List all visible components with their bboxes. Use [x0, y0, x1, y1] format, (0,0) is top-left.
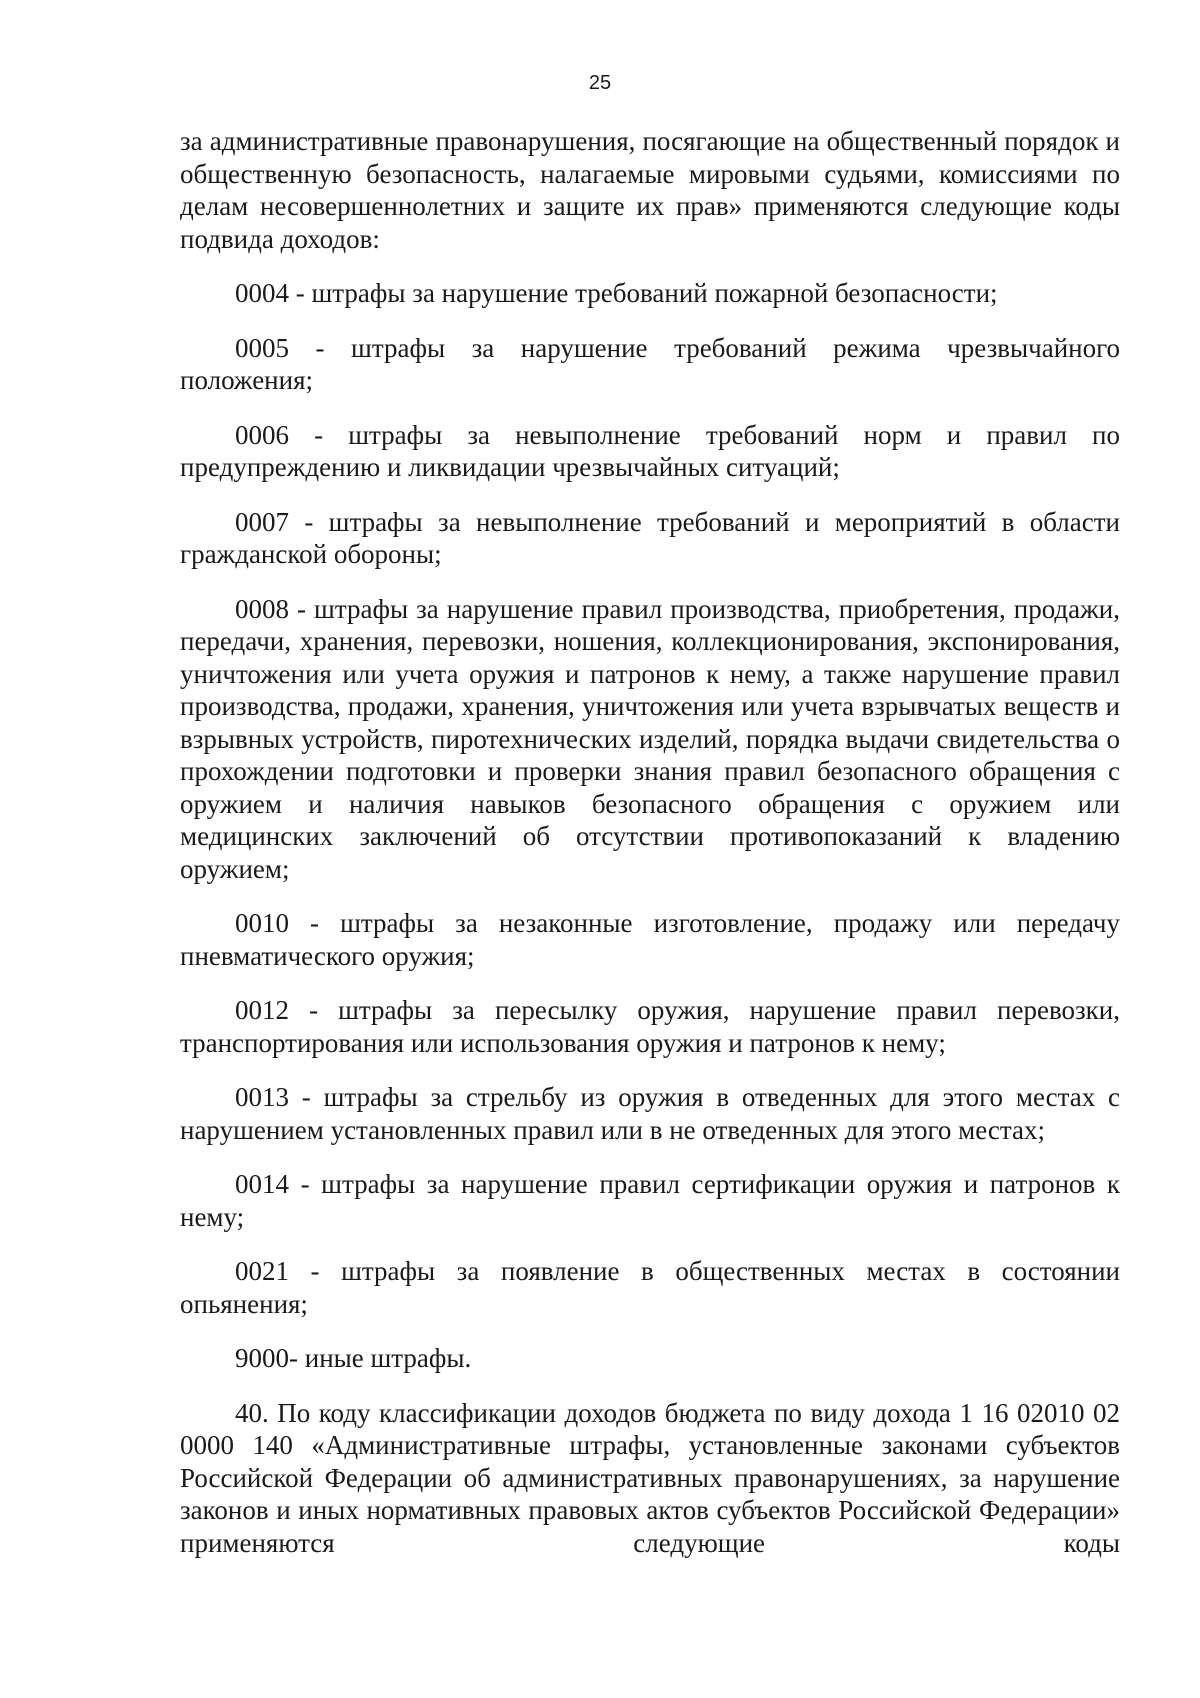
list-item-0004: 0004 - штрафы за нарушение требований пожарной безопасности;: [235, 278, 998, 308]
document-body: [180, 125, 1120, 1581]
list-item-0008: 0008 - штрафы за нарушение правил производства, приобретения, продажи, передачи, хранения, перевозки, ношения, коллекционирования, экспонирования, уничтожения или учета оружия и патронов к нему, а также нарушение правил производства, продажи, хранения, уничтожения или учета взрывчатых веществ и взрывных устройств, пиротехнических изделий, порядка выдачи свидетельства о прохождении подготовки и проверки знания правил безопасного обращения с оружием и наличия навыков безопасного обращения с оружием или медицинских заключений об отсутствии противопоказаний к владению оружием;: [180, 593, 1120, 884]
page-number: 25: [588, 72, 612, 94]
list-item-0007: 0007 - штрафы за невыполнение требований и мероприятий в области гражданской обороны;: [180, 506, 1120, 569]
list-item-0014: 0014 - штрафы за нарушение правил сертификации оружия и патронов к нему;: [180, 1169, 1120, 1232]
list-item-0010: 0010 - штрафы за незаконные изготовление, продажу или передачу пневматического оружия;: [180, 908, 1120, 971]
list-item-0005: 0005 - штрафы за нарушение требований режима чрезвычайного положения;: [180, 332, 1120, 395]
paragraph-intro: за административные правонарушения, посягающие на общественный порядок и общественную безопасность, налагаемые мировыми судьями, комиссиями по делам несовершеннолетних и защите их прав» применяются следующие коды подвида доходов:: [180, 126, 1120, 254]
list-item-0021: 0021 - штрафы за появление в общественных местах в состоянии опьянения;: [180, 1256, 1120, 1319]
list-item-0013: 0013 - штрафы за стрельбу из оружия в отведенных для этого местах с нарушением установленных правил или в не отведенных для этого местах;: [180, 1082, 1120, 1145]
list-item-9000: 9000- иные штрафы.: [235, 1343, 472, 1373]
paragraph-40: 40. По коду классификации доходов бюджета по виду дохода 1 16 02010 02 0000 140 «Административные штрафы, установленные законами субъектов Российской Федерации об административных правонарушениях, за нарушение законов и иных нормативных правовых актов субъектов Российской Федерации» применяются следующие коды: [180, 1397, 1120, 1558]
list-item-0012: 0012 - штрафы за пересылку оружия, нарушение правил перевозки, транспортирования или использования оружия и патронов к нему;: [180, 995, 1120, 1058]
list-item-0006: 0006 - штрафы за невыполнение требований норм и правил по предупреждению и ликвидации чрезвычайных ситуаций;: [180, 419, 1120, 482]
